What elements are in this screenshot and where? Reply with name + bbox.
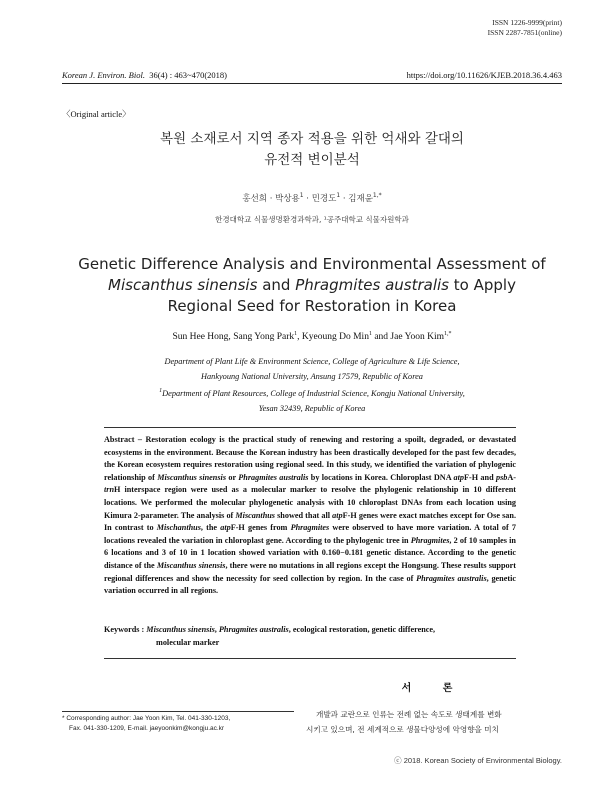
issn-block — [488, 18, 562, 38]
species-name: Mischanthus — [156, 523, 201, 533]
english-affiliation — [62, 354, 562, 416]
journal-citation — [62, 70, 227, 80]
abstract-text: or — [226, 472, 239, 482]
species-name: Miscanthus sinensis — [156, 560, 226, 570]
english-author: , Kyeoung Do Min — [297, 332, 369, 343]
journal-bar — [62, 70, 562, 83]
abstract-text: , the — [200, 523, 221, 533]
keyword: molecular marker — [156, 637, 220, 647]
keyword: , ecological restoration, genetic difference, — [288, 625, 436, 634]
korean-authors — [62, 192, 562, 204]
introduction-text — [306, 707, 562, 737]
species-name: Miscanthus sinensis — [108, 276, 258, 294]
keyword: Miscanthus sinensis — [146, 625, 215, 634]
doi-link[interactable]: https://doi.org/10.11626/KJEB.2018.36.4.463 — [406, 70, 562, 80]
korean-author: 김재윤 — [348, 194, 373, 204]
author-separator: · — [267, 194, 276, 204]
korean-author: 홍선희 — [242, 194, 267, 204]
english-author: and Jae Yoon Kim — [371, 332, 444, 343]
header-rule — [62, 83, 562, 84]
species-name: Phragmites — [410, 535, 450, 545]
abstract-text: were observed to have more variation. A total of 7 locations revealed the variation in chloroplast gene. According to the phylogenic tree in — [104, 523, 516, 545]
issn-online: ISSN 2287-7851(online) — [487, 28, 562, 37]
author-superscript: 1 — [299, 192, 304, 200]
english-title-line2 — [62, 275, 562, 296]
body-line: 개발과 교란으로 인류는 전례 없는 속도로 생태계를 변화 — [316, 710, 502, 719]
author-separator: · — [303, 194, 312, 204]
footnote-rule — [62, 711, 294, 712]
keywords — [104, 624, 516, 649]
affil-text: Department of Plant Resources, College of Industrial Science, Kongju National University, — [162, 388, 465, 398]
species-name: Phragmites australis — [238, 472, 309, 482]
english-author: Sang Yong Park — [233, 332, 295, 343]
abstract-text: F-H and — [463, 472, 496, 482]
abstract-text: , there were no mutations in all regions except the Hongsung. These results support regional differences and show the necessity for seed collection by region. In the case of — [104, 560, 516, 583]
affil-line: Department of Plant Life & Environment Science, College of Agriculture & Life Science, — [164, 357, 460, 366]
abstract-text: Restoration ecology is the practical study of renewing and restoring a spoilt, degraded, or devastated ecosystems in the environment. Because the Korean industry has been drastically developed for the past few decades, the Korean ecosystem requires restoration using regional seed. In this study, we identified the variation of phylogenic relationship of — [104, 435, 517, 482]
english-title-line3: Regional Seed for Restoration in Korea — [167, 297, 457, 315]
affil-line — [62, 384, 562, 401]
abstract-text: F-H genes from — [230, 523, 291, 533]
abstract-text: , 2 of 10 samples in 6 locations and 3 of 10 in 1 location showed variation with 0.160−0.181 genetic distance. According to the genetic distance of the — [104, 535, 516, 570]
english-title-line1: Genetic Difference Analysis and Environmental Assessment of — [78, 255, 546, 273]
affil-line: Yesan 32439, Republic of Korea — [258, 403, 366, 413]
article-type: 〈Original article〉 — [62, 109, 131, 119]
korean-title-line2: 유전적 변이분석 — [264, 152, 360, 168]
title-text: to Apply — [449, 276, 516, 294]
species-name: Miscanthus sinensis — [157, 472, 227, 482]
abstract-text: showed that all — [274, 510, 333, 520]
title-text: and — [257, 276, 296, 294]
english-author: Sun Hee Hong, — [172, 332, 234, 343]
abstract-text: F-H genes were exact matches except for Ose san. In contrast to — [104, 510, 516, 533]
gene-name: psb — [495, 472, 508, 482]
journal-volume: 36(4) : 463~470(2018) — [149, 70, 227, 80]
english-authors — [62, 331, 562, 342]
species-name: Phragmites australis — [416, 573, 487, 583]
gene-name: atp — [332, 510, 343, 520]
korean-author: 박상용 — [275, 194, 300, 204]
author-superscript: 1,* — [444, 331, 452, 337]
footnote-line: * Corresponding author: Jae Yoon Kim, Tel. 041-330-1203, — [62, 715, 231, 722]
journal-name: Korean J. Environ. Biol. — [62, 70, 145, 80]
keyword-sep: , — [214, 625, 219, 634]
section-heading: 서 론 — [401, 683, 467, 694]
author-superscript: 1 — [294, 331, 298, 337]
gene-name: trn — [104, 485, 115, 495]
body-line: 시키고 있으며, 전 세계적으로 생물다양성에 악영향을 미치 — [306, 725, 499, 734]
copyright: ⓒ 2018. Korean Society of Environmental Biology. — [394, 756, 562, 765]
gene-name: atp — [453, 472, 464, 482]
affil-superscript: 1 — [159, 388, 163, 394]
author-superscript: 1 — [368, 331, 372, 337]
footnote — [62, 714, 230, 734]
issn-print: ISSN 1226-9999(print) — [492, 18, 562, 27]
abstract-dash: – — [134, 435, 146, 444]
author-superscript: 1,* — [372, 192, 382, 200]
gene-name: atp — [220, 523, 231, 533]
english-title — [62, 254, 562, 317]
korean-title — [62, 129, 562, 171]
abstract-label: Abstract — [104, 435, 135, 444]
species-name: Phragmites — [290, 523, 330, 533]
abstract-text: A- — [507, 472, 516, 482]
abstract — [104, 434, 516, 598]
keyword: Phragmites australis — [218, 625, 289, 634]
species-name: Miscanthus — [235, 510, 275, 520]
affil-line: Hankyoung National University, Ansung 17579, Republic of Korea — [201, 372, 423, 381]
keywords-label: Keywords : — [104, 625, 147, 634]
author-separator: · — [340, 194, 349, 204]
abstract-text: by locations in Korea. Chloroplast DNA — [308, 472, 454, 482]
korean-author: 민경도 — [311, 194, 337, 204]
abstract-text: , genetic variation occurred in all regions. — [104, 573, 516, 596]
author-superscript: 1 — [336, 192, 341, 200]
footnote-line: Fax. 041-330-1209, E-mail. jaeyoonkim@kongju.ac.kr — [69, 725, 225, 732]
abstract-rule-bottom — [104, 658, 516, 659]
abstract-rule-top — [104, 427, 516, 428]
species-name: Phragmites australis — [295, 276, 449, 294]
abstract-text: H interspace region were used as a molecular marker to resolve the phylogenic relationship in 10 different locations. We performed the molecular phylogenetic analysis with 10 chloroplast DNAs from each location using Kimura 2-parameter. The analysis of — [104, 485, 516, 520]
korean-title-line1: 복원 소재로서 지역 종자 적용을 위한 억새와 갈대의 — [160, 131, 464, 147]
korean-affiliation: 한경대학교 식물생명환경과학과, ¹공주대학교 식물자원학과 — [215, 215, 409, 224]
